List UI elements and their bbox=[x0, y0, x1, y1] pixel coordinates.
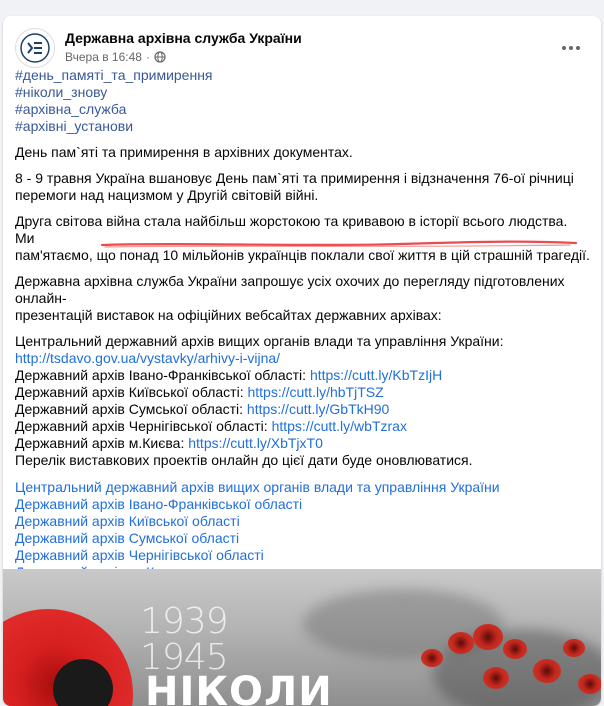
archive-row bbox=[15, 384, 590, 401]
archive-row bbox=[15, 418, 590, 435]
paragraph-title bbox=[15, 144, 590, 161]
text-line: перемоги над нацизмом у Другій світовій війні. bbox=[15, 187, 319, 203]
text-line: пам'ятаємо, що понад 10 мільйонів українців поклали свої життя в цій страшній трагедії. bbox=[15, 247, 590, 263]
hashtag-link[interactable]: #день_памяті_та_примирення bbox=[15, 67, 213, 83]
post-text bbox=[15, 67, 590, 609]
poppy-flower bbox=[563, 639, 585, 657]
archive-links-block bbox=[15, 479, 590, 581]
archive-link[interactable]: Державний архів Чернігівської області bbox=[15, 547, 264, 563]
paragraph-ww2 bbox=[15, 213, 590, 264]
meta-separator: · bbox=[145, 50, 150, 64]
poppy-flower bbox=[483, 667, 509, 689]
archive-label: Державний архів Івано-Франківської області: bbox=[15, 367, 310, 383]
post-image[interactable] bbox=[3, 569, 601, 706]
archive-label: Державний архів Сумської області: bbox=[15, 401, 247, 417]
archive-label: Державний архів Київської області: bbox=[15, 384, 248, 400]
globe-icon[interactable] bbox=[154, 51, 166, 63]
central-archive-label: Центральний державний архів вищих органів влади та управління України: bbox=[15, 333, 504, 349]
archive-label: Державний архів Чернігівської області: bbox=[15, 418, 272, 434]
archive-link[interactable]: Державний архів Івано-Франківської області bbox=[15, 496, 303, 512]
page-avatar[interactable] bbox=[15, 28, 55, 68]
poppy-flower bbox=[473, 624, 503, 650]
red-underline-annotation bbox=[100, 239, 578, 249]
year-end: 1945 bbox=[140, 637, 228, 678]
hashtag-link[interactable]: #архівні_установи bbox=[15, 118, 134, 134]
text-line: Друга світова війна стала найбільш жорстокою та кривавою в історії всього людства. Ми bbox=[15, 213, 568, 246]
paragraph-intro bbox=[15, 170, 590, 204]
post-card bbox=[3, 16, 601, 706]
text-line: День пам`яті та примирення в архівних документах. bbox=[15, 144, 353, 160]
archive-url[interactable]: https://cutt.ly/wbTzrax bbox=[271, 418, 407, 434]
post-timestamp[interactable]: Вчера в 16:48 bbox=[65, 50, 142, 64]
post-meta bbox=[65, 50, 166, 64]
archive-url[interactable]: https://cutt.ly/GbTkH90 bbox=[246, 401, 390, 417]
archive-row bbox=[15, 435, 590, 452]
poppy-flower bbox=[421, 649, 443, 667]
archive-label: Державний архів м.Києва: bbox=[15, 435, 189, 451]
poppy-flower bbox=[533, 659, 561, 683]
poppy-flower bbox=[448, 632, 474, 654]
never-again-word: НІКОЛИ bbox=[145, 669, 333, 706]
text-line: презентацій виставок на офіційних вебсайтах державних архівах: bbox=[15, 307, 442, 323]
central-archive-url[interactable]: http://tsdavo.gov.ua/vystavky/arhivy-i-vijna/ bbox=[15, 350, 281, 366]
more-options-button[interactable] bbox=[557, 34, 585, 62]
archive-link[interactable]: Державний архів Київської області bbox=[15, 513, 240, 529]
ellipsis-icon bbox=[561, 45, 581, 51]
post-header bbox=[15, 28, 589, 68]
hashtag-link[interactable]: #ніколи_знову bbox=[15, 84, 108, 100]
year-start: 1939 bbox=[140, 601, 228, 642]
archive-link[interactable]: Центральний державний архів вищих органів влади та управління України bbox=[15, 479, 500, 495]
archive-url[interactable]: https://cutt.ly/XbTjxT0 bbox=[188, 435, 323, 451]
hashtag-link[interactable]: #архівна_служба bbox=[15, 101, 127, 117]
archive-row bbox=[15, 367, 590, 384]
archive-url[interactable]: https://cutt.ly/KbTzIjH bbox=[309, 367, 443, 383]
archives-list bbox=[15, 333, 590, 469]
update-note: Перелік виставкових проектів онлайн до цієї дати буде оновлюватися. bbox=[15, 452, 473, 468]
poppy-flower bbox=[578, 674, 601, 694]
poppy-flower bbox=[503, 639, 527, 659]
paragraph-invite bbox=[15, 273, 590, 324]
text-line: 8 - 9 травня Україна вшановує День пам`яті та примирення і відзначення 76-ої річниці bbox=[15, 170, 574, 186]
archive-logo-icon bbox=[20, 33, 50, 63]
page-name-link[interactable]: Державна архівна служба України bbox=[65, 30, 302, 46]
archive-url[interactable]: https://cutt.ly/hbTjTSZ bbox=[247, 384, 384, 400]
text-line: Державна архівна служба України запрошує усіх охочих до перегляду підготовлених онлайн- bbox=[15, 273, 565, 306]
archive-row bbox=[15, 401, 590, 418]
archive-link[interactable]: Державний архів Сумської області bbox=[15, 530, 240, 546]
